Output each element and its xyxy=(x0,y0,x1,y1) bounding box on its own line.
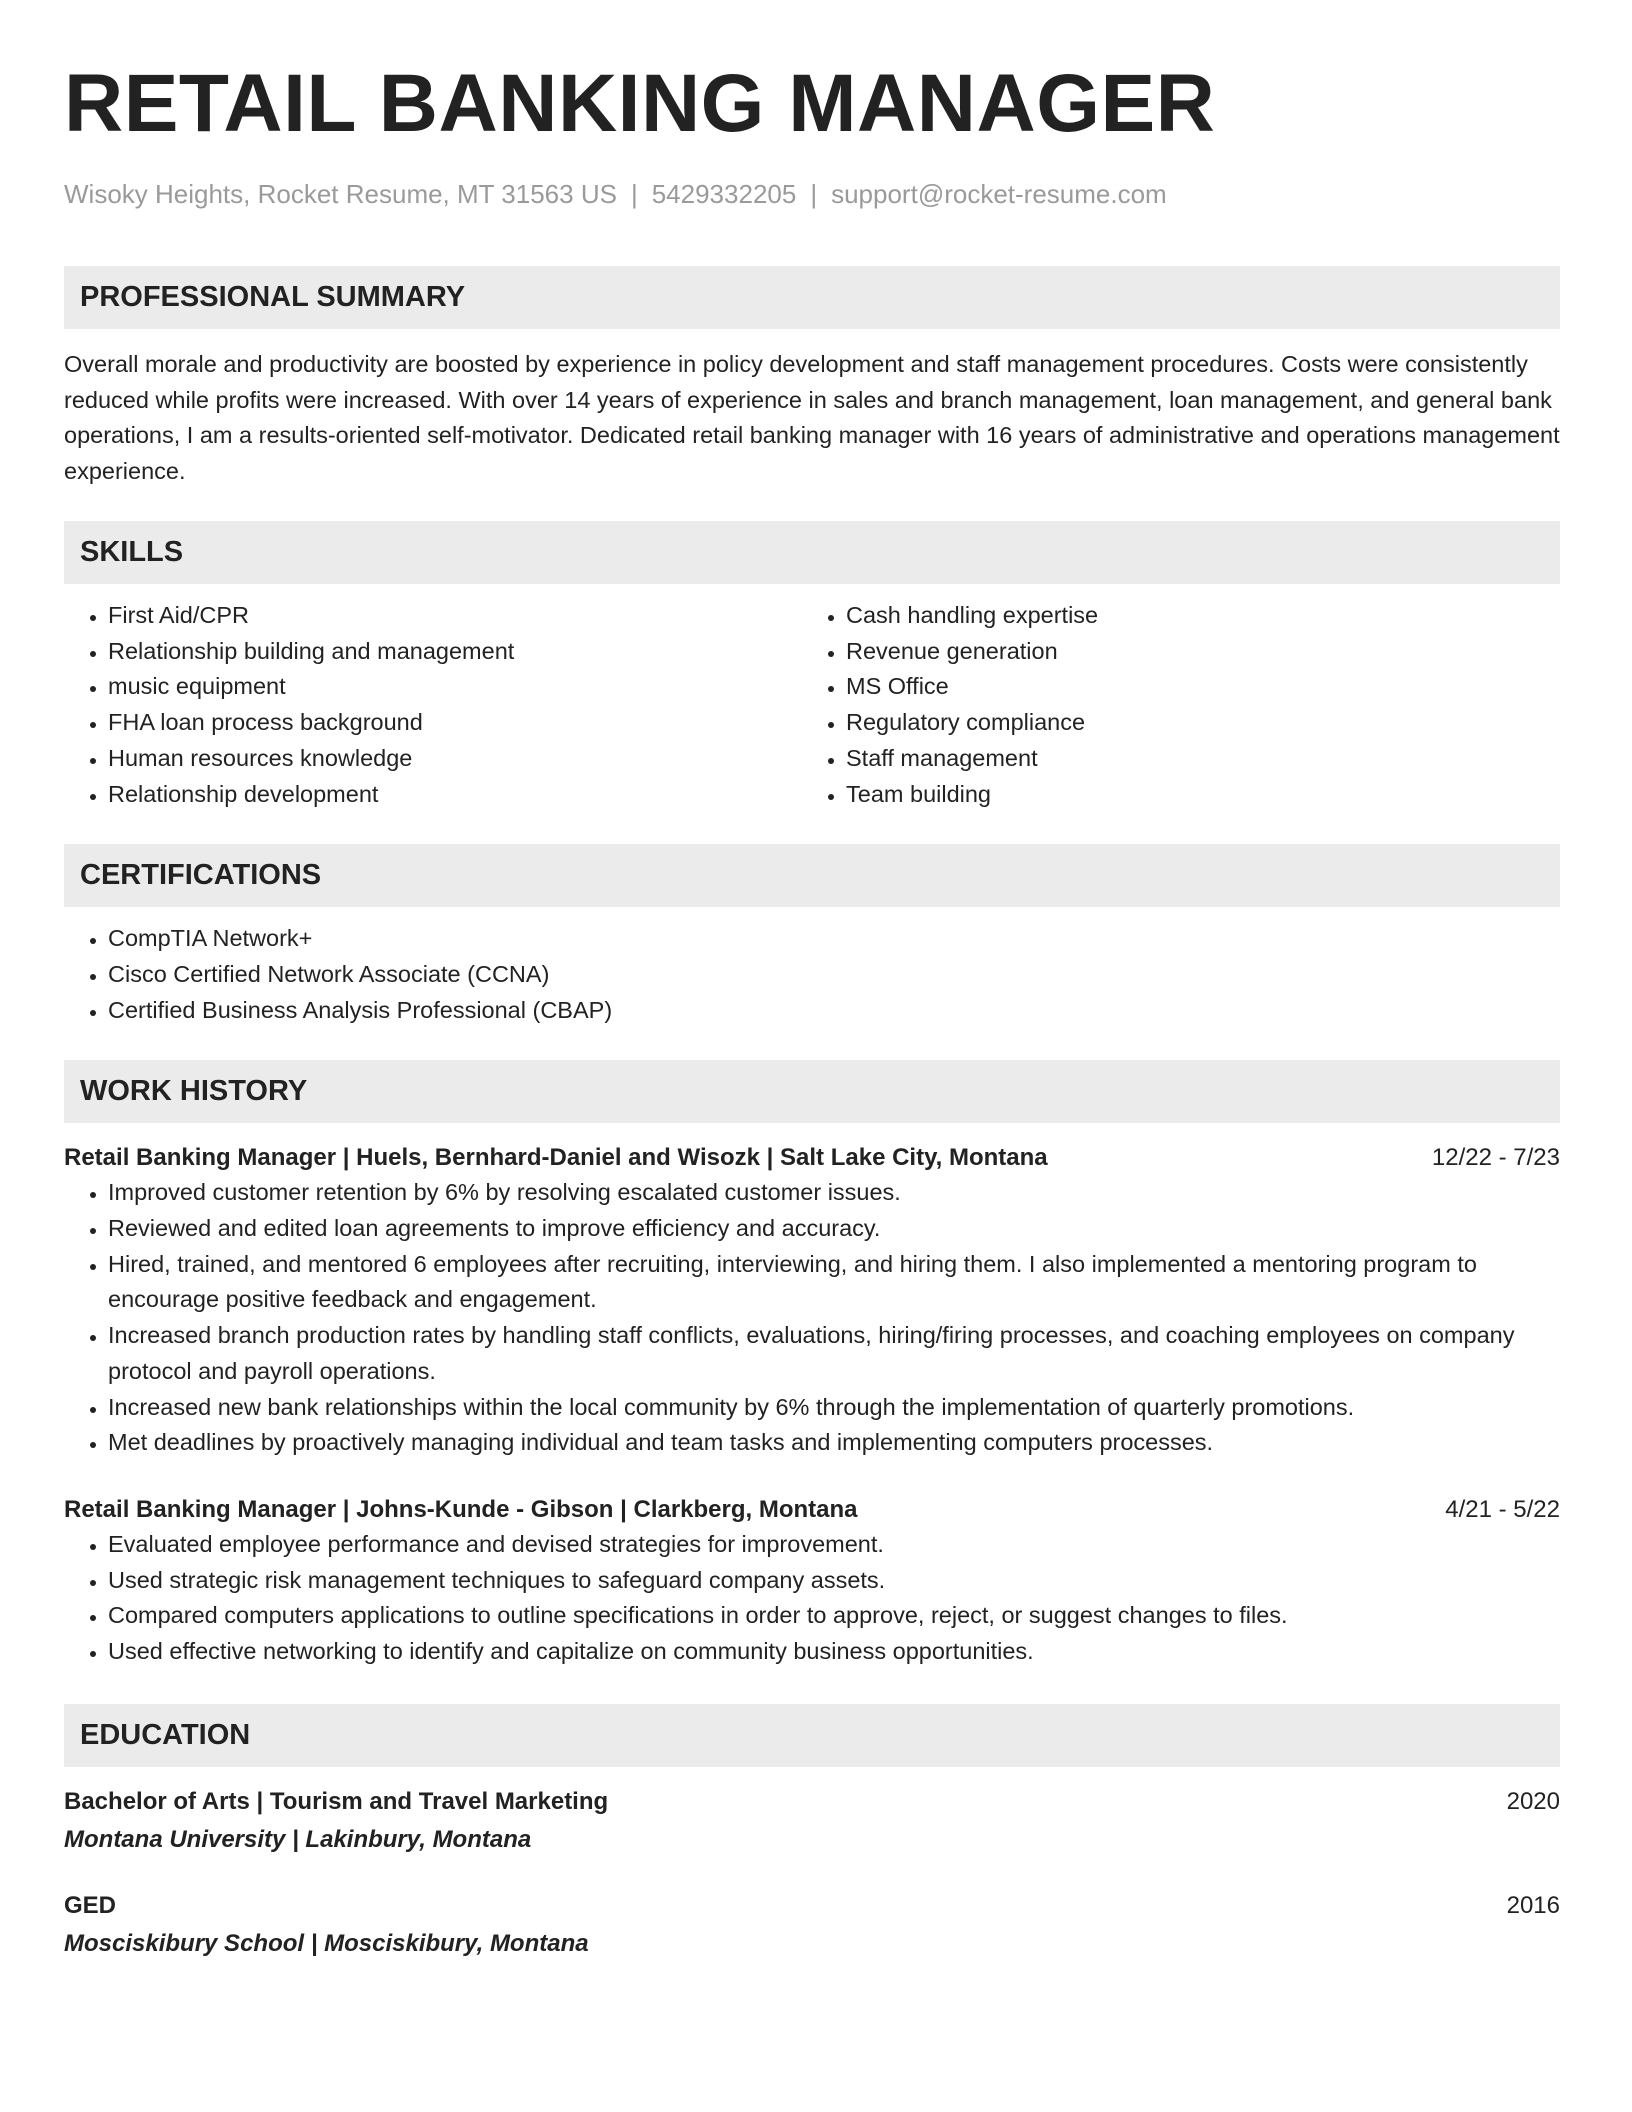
education-school: Mosciskibury School | Mosciskibury, Montana xyxy=(64,1929,589,1957)
certification-item: • Certified Business Analysis Professional (CBAP) xyxy=(108,993,1560,1029)
job-title: Retail Banking Manager | Huels, Bernhard-Daniel and Wisozk | Salt Lake City, Montana xyxy=(64,1144,1048,1172)
contact-separator: | xyxy=(810,179,818,209)
job-header xyxy=(64,1141,1560,1175)
education-entry xyxy=(64,1785,1560,1857)
job-dates: 4/21 - 5/22 xyxy=(1445,1495,1560,1523)
job-bullets xyxy=(64,1175,1560,1461)
skill-item: • FHA loan process background xyxy=(108,705,802,741)
skills-column-right xyxy=(802,598,1560,812)
job-bullet: • Increased branch production rates by handling staff conflicts, evaluations, hiring/firing processes, and coaching employees on company protocol and payroll operations. xyxy=(108,1318,1560,1389)
summary-text: Overall morale and productivity are boosted by experience in policy development and staff management procedures. Costs were consistently reduced while profits were increased. With over 14 years of experience in sales and branch management, loan management, and general bank operations, I am a results-oriented self-motivator. Dedicated retail banking manager with 16 years of administrative and operations management experience. xyxy=(64,351,1560,484)
education-header xyxy=(64,1889,1560,1923)
skill-item: • Human resources knowledge xyxy=(108,741,802,777)
certification-item: • Cisco Certified Network Associate (CCNA) xyxy=(108,957,1560,993)
skill-item: • Relationship development xyxy=(108,777,802,813)
job-bullet: • Evaluated employee performance and devised strategies for improvement. xyxy=(108,1527,1560,1563)
job-bullet: • Improved customer retention by 6% by resolving escalated customer issues. xyxy=(108,1175,1560,1211)
skill-item: • Regulatory compliance xyxy=(846,705,1560,741)
job-bullet: • Reviewed and edited loan agreements to improve efficiency and accuracy. xyxy=(108,1211,1560,1247)
skill-item: • Staff management xyxy=(846,741,1560,777)
skill-item: • Cash handling expertise xyxy=(846,598,1560,634)
contact-phone: 5429332205 xyxy=(651,179,797,209)
skill-item: • Relationship building and management xyxy=(108,634,802,670)
section-heading-work-history: WORK HISTORY xyxy=(64,1060,1560,1123)
education-year: 2016 xyxy=(1506,1891,1560,1919)
job-bullet: • Met deadlines by proactively managing individual and team tasks and implementing computers processes. xyxy=(108,1425,1560,1461)
job-bullet: • Used strategic risk management techniques to safeguard company assets. xyxy=(108,1563,1560,1599)
job-title: Retail Banking Manager | Johns-Kunde - Gibson | Clarkberg, Montana xyxy=(64,1495,858,1523)
section-heading-education: EDUCATION xyxy=(64,1704,1560,1767)
job-header xyxy=(64,1493,1560,1527)
skill-item: • music equipment xyxy=(108,669,802,705)
resume-page xyxy=(64,58,1560,1961)
contact-address: Wisoky Heights, Rocket Resume, MT 31563 US xyxy=(64,179,617,209)
job-bullet: • Hired, trained, and mentored 6 employees after recruiting, interviewing, and hiring them. I also implemented a mentoring program to encourage positive feedback and engagement. xyxy=(108,1247,1560,1318)
skill-item: • Revenue generation xyxy=(846,634,1560,670)
education-degree: GED xyxy=(64,1891,117,1919)
skill-item: • Team building xyxy=(846,777,1560,813)
job-bullet: • Compared computers applications to outline specifications in order to approve, reject, or suggest changes to files. xyxy=(108,1598,1560,1634)
certifications-list xyxy=(64,921,1560,1028)
education-year: 2020 xyxy=(1506,1787,1560,1815)
job-entry xyxy=(64,1493,1560,1670)
contact-line xyxy=(64,178,1560,210)
skill-item: • First Aid/CPR xyxy=(108,598,802,634)
contact-separator: | xyxy=(630,179,638,209)
section-heading-skills: SKILLS xyxy=(64,521,1560,584)
education-entry xyxy=(64,1889,1560,1961)
education-degree: Bachelor of Arts | Tourism and Travel Marketing xyxy=(64,1787,609,1815)
job-entry xyxy=(64,1141,1560,1461)
section-heading-summary: PROFESSIONAL SUMMARY xyxy=(64,266,1560,329)
job-dates: 12/22 - 7/23 xyxy=(1431,1144,1560,1172)
job-bullet: • Increased new bank relationships within the local community by 6% through the implementation of quarterly promotions. xyxy=(108,1390,1560,1426)
job-bullet: • Used effective networking to identify and capitalize on community business opportunities. xyxy=(108,1634,1560,1670)
education-school: Montana University | Lakinbury, Montana xyxy=(64,1825,532,1853)
education-header xyxy=(64,1785,1560,1819)
contact-email: support@rocket-resume.com xyxy=(831,179,1167,209)
skills-column-left xyxy=(64,598,802,812)
resume-name: RETAIL BANKING MANAGER xyxy=(64,58,1216,149)
job-bullets xyxy=(64,1527,1560,1670)
certification-item: • CompTIA Network+ xyxy=(108,921,1560,957)
skills-list xyxy=(64,598,1560,812)
section-heading-certifications: CERTIFICATIONS xyxy=(64,844,1560,907)
skill-item: • MS Office xyxy=(846,669,1560,705)
